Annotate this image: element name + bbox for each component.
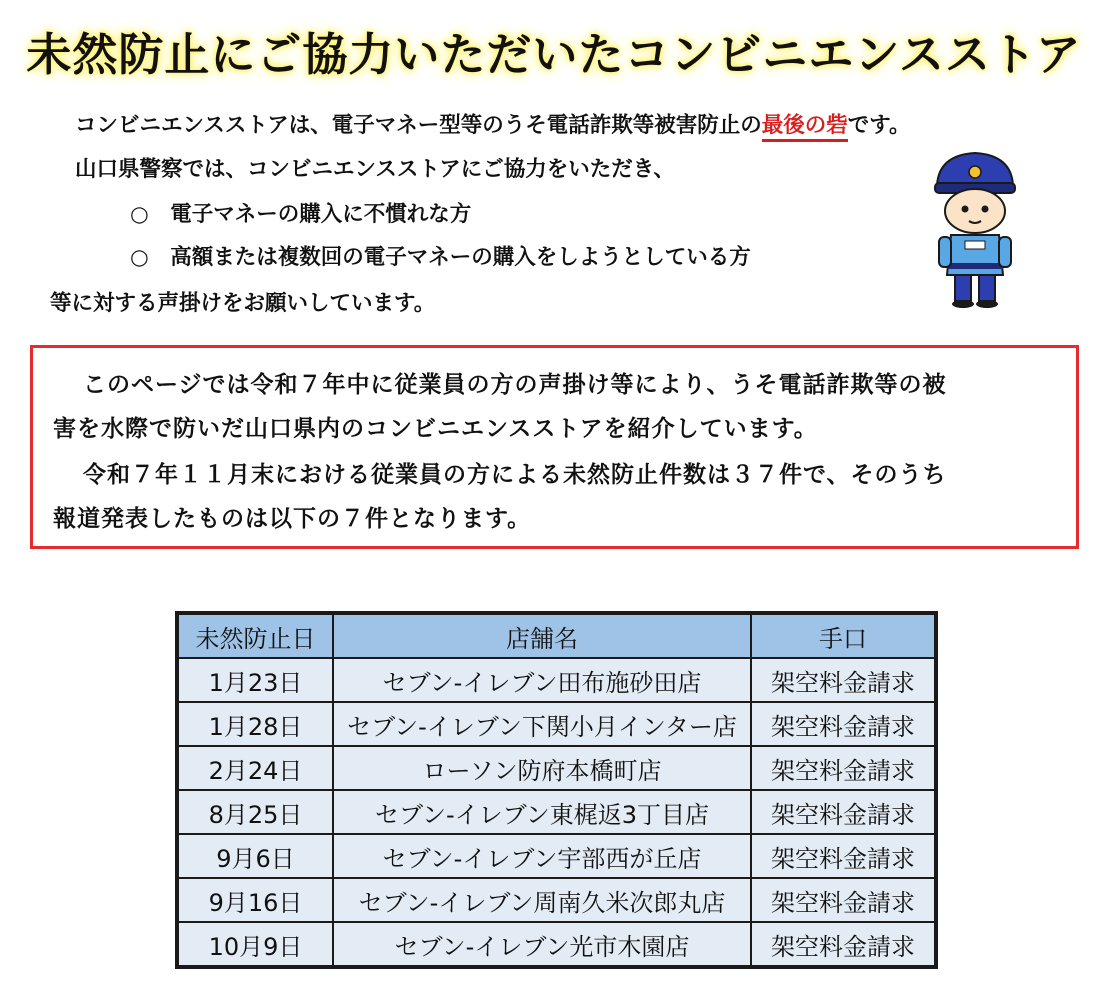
cell-store: セブン-イレブン東梶返3丁目店 bbox=[333, 790, 751, 834]
table-row bbox=[178, 702, 935, 746]
notice-line-2: 害を水際で防いだ山口県内のコンビニエンスストアを紹介しています。 bbox=[53, 416, 818, 442]
header-store: 店舗名 bbox=[333, 614, 751, 658]
cell-date: 10月9日 bbox=[178, 922, 333, 966]
prevention-table bbox=[177, 613, 936, 967]
cell-store: セブン-イレブン田布施砂田店 bbox=[333, 658, 751, 702]
notice-line-4: 報道発表したものは以下の７件となります。 bbox=[53, 506, 532, 532]
cell-method: 架空料金請求 bbox=[751, 790, 935, 834]
intro-item-1: ○ 電子マネーの購入に不慣れな方 bbox=[130, 202, 472, 227]
police-officer-mascot-icon bbox=[925, 145, 1025, 310]
notice-line-1: このページでは令和７年中に従業員の方の声掛け等により、うそ電話詐欺等の被 bbox=[83, 372, 947, 398]
cell-method: 架空料金請求 bbox=[751, 922, 935, 966]
table-header-row bbox=[178, 614, 935, 658]
table-row bbox=[178, 746, 935, 790]
cell-store: セブン-イレブン下関小月インター店 bbox=[333, 702, 751, 746]
cell-date: 8月25日 bbox=[178, 790, 333, 834]
intro-line-1 bbox=[75, 108, 911, 139]
cell-date: 2月24日 bbox=[178, 746, 333, 790]
cell-method: 架空料金請求 bbox=[751, 658, 935, 702]
table-row bbox=[178, 922, 935, 966]
cell-method: 架空料金請求 bbox=[751, 746, 935, 790]
intro-item-2: ○ 高額または複数回の電子マネーの購入をしようとしている方 bbox=[130, 245, 751, 270]
cell-store: セブン-イレブン光市木園店 bbox=[333, 922, 751, 966]
cell-method: 架空料金請求 bbox=[751, 834, 935, 878]
cell-date: 9月16日 bbox=[178, 878, 333, 922]
notice-box bbox=[30, 345, 1079, 549]
cell-method: 架空料金請求 bbox=[751, 878, 935, 922]
cell-date: 9月6日 bbox=[178, 834, 333, 878]
cell-store: セブン-イレブン宇部西が丘店 bbox=[333, 834, 751, 878]
table-row bbox=[178, 878, 935, 922]
intro-line-1-text: コンビニエンスストアは、電子マネー型等のうそ電話詐欺等被害防止の bbox=[75, 113, 762, 138]
table-row bbox=[178, 790, 935, 834]
notice-line-3: 令和７年１１月末における従業員の方による未然防止件数は３７件で、そのうち bbox=[83, 462, 947, 488]
header-method: 手口 bbox=[751, 614, 935, 658]
intro-line-2: 山口県警察では、コンビニエンスストアにご協力をいただき、 bbox=[75, 157, 675, 182]
cell-date: 1月23日 bbox=[178, 658, 333, 702]
cell-date: 1月28日 bbox=[178, 702, 333, 746]
cell-store: ローソン防府本橋町店 bbox=[333, 746, 751, 790]
page-title: 未然防止にご協力いただいたコンビニエンスストア bbox=[26, 28, 1082, 81]
cell-method: 架空料金請求 bbox=[751, 702, 935, 746]
intro-line-1-tail: です。 bbox=[847, 113, 911, 138]
header-date: 未然防止日 bbox=[178, 614, 333, 658]
table-row bbox=[178, 834, 935, 878]
highlight-last-fortress: 最後の砦 bbox=[762, 113, 848, 142]
intro-line-3: 等に対する声掛けをお願いしています。 bbox=[50, 291, 436, 316]
cell-store: セブン-イレブン周南久米次郎丸店 bbox=[333, 878, 751, 922]
table-row bbox=[178, 658, 935, 702]
